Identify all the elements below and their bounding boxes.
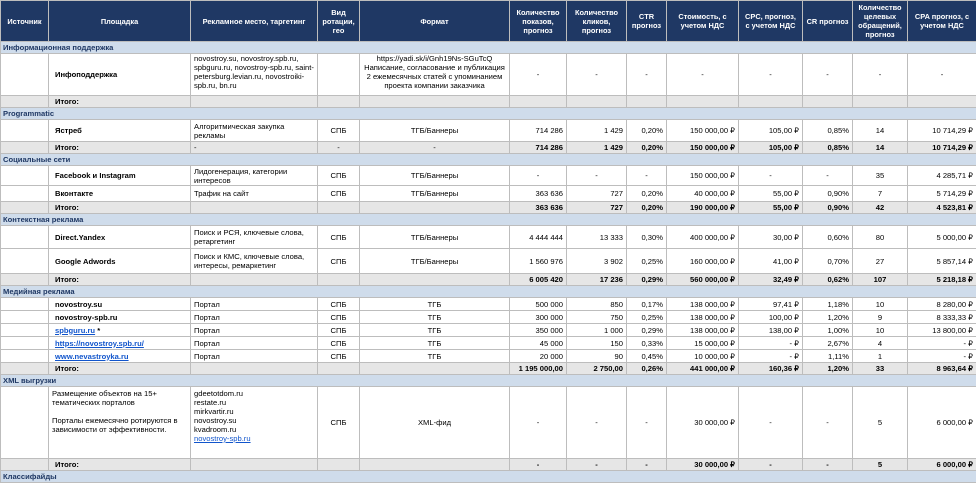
cr-cell[interactable]: 0,62% [803, 274, 853, 286]
section-title[interactable]: Медийная реклама [1, 286, 976, 298]
clicks-cell[interactable]: 1 000 [567, 324, 627, 337]
cpc-cell[interactable]: - [739, 459, 803, 471]
leads-cell[interactable]: 107 [853, 274, 908, 286]
format-cell[interactable]: ТГБ/Баннеры [360, 226, 510, 249]
cr-cell[interactable]: 1,20% [803, 363, 853, 375]
table-row [1, 249, 976, 274]
cell[interactable] [1, 274, 49, 286]
total-row [1, 96, 976, 108]
format-cell[interactable]: ТГБ [360, 311, 510, 324]
platform-link[interactable]: spbguru.ru [55, 326, 95, 335]
cost-cell[interactable]: 190 000,00 ₽ [667, 202, 739, 214]
cell[interactable] [360, 363, 510, 375]
leads-cell[interactable]: 80 [853, 226, 908, 249]
leads-cell[interactable]: 10 [853, 324, 908, 337]
ctr-cell[interactable]: 0,25% [627, 249, 667, 274]
platform-cell[interactable]: Вконтакте [49, 186, 191, 202]
shows-cell[interactable]: 350 000 [510, 324, 567, 337]
leads-cell[interactable]: 5 [853, 387, 908, 459]
placement-text: novostroy.su, novostroy.spb.ru, spbguru.ru, novostroy-spb.ru, saint-petersburg.levian.ru, novostroiki-spb.ru, bn.ru [194, 54, 314, 94]
leads-cell[interactable]: 4 [853, 337, 908, 350]
table-row [1, 166, 976, 186]
platform-link[interactable]: https://novostroy.spb.ru/ [55, 339, 144, 348]
clicks-cell[interactable]: 727 [567, 202, 627, 214]
shows-cell[interactable]: 4 444 444 [510, 226, 567, 249]
cell[interactable] [1, 202, 49, 214]
header-row [1, 1, 976, 42]
leads-cell[interactable]: 1 [853, 350, 908, 363]
placement-cell[interactable]: Портал [191, 350, 318, 363]
leads-cell[interactable]: 10 [853, 298, 908, 311]
cell[interactable] [318, 54, 360, 96]
site-item: novostroy.su [194, 416, 314, 425]
format-cell[interactable]: XML-фид [360, 387, 510, 459]
placement-text: Лидогенерация, категории интересов [194, 167, 314, 185]
cell[interactable] [1, 311, 49, 324]
ctr-cell[interactable]: 0,20% [627, 120, 667, 142]
platform-cell[interactable]: Google Adwords [49, 249, 191, 274]
cell[interactable] [1, 350, 49, 363]
cr-cell[interactable]: 0,90% [803, 186, 853, 202]
table-row [1, 120, 976, 142]
header-cell[interactable]: CTR прогноз [627, 1, 667, 42]
placement-cell[interactable]: Портал [191, 298, 318, 311]
ctr-cell[interactable]: 0,29% [627, 274, 667, 286]
cr-cell[interactable]: 1,20% [803, 311, 853, 324]
leads-cell[interactable]: 33 [853, 363, 908, 375]
cell[interactable] [1, 459, 49, 471]
cpa-cell[interactable]: 4 285,71 ₽ [908, 166, 976, 186]
cpc-cell[interactable]: 55,00 ₽ [739, 186, 803, 202]
format-cell[interactable]: ТГБ [360, 324, 510, 337]
sites-cell[interactable] [191, 387, 318, 459]
cr-cell[interactable]: 1,18% [803, 298, 853, 311]
cell[interactable] [1, 363, 49, 375]
placement-cell[interactable]: Трафик на сайт [191, 186, 318, 202]
shows-cell[interactable]: 714 286 [510, 142, 567, 154]
cpa-cell[interactable]: 5 714,29 ₽ [908, 186, 976, 202]
cell[interactable] [1, 249, 49, 274]
cpc-cell[interactable]: 105,00 ₽ [739, 120, 803, 142]
total-row [1, 202, 976, 214]
placement-cell[interactable] [191, 166, 318, 186]
cpa-cell[interactable]: - [908, 54, 976, 96]
geo-cell[interactable]: СПБ [318, 311, 360, 324]
geo-cell[interactable]: СПБ [318, 298, 360, 311]
shows-cell[interactable]: - [510, 459, 567, 471]
shows-cell[interactable]: 363 636 [510, 186, 567, 202]
cost-cell[interactable]: 150 000,00 ₽ [667, 142, 739, 154]
cell[interactable] [667, 96, 739, 108]
clicks-cell[interactable]: 750 [567, 311, 627, 324]
cell[interactable] [318, 274, 360, 286]
cpc-cell[interactable]: 55,00 ₽ [739, 202, 803, 214]
format-cell[interactable]: ТГБ [360, 337, 510, 350]
cost-cell[interactable]: 400 000,00 ₽ [667, 226, 739, 249]
clicks-cell[interactable]: 3 902 [567, 249, 627, 274]
cpa-cell[interactable]: 6 000,00 ₽ [908, 387, 976, 459]
cpa-cell[interactable]: 4 523,81 ₽ [908, 202, 976, 214]
cpc-cell[interactable]: 32,49 ₽ [739, 274, 803, 286]
cpc-cell[interactable]: 160,36 ₽ [739, 363, 803, 375]
cpa-cell[interactable]: 6 000,00 ₽ [908, 459, 976, 471]
cost-cell[interactable]: 10 000,00 ₽ [667, 350, 739, 363]
shows-cell[interactable]: - [510, 166, 567, 186]
clicks-cell[interactable]: 13 333 [567, 226, 627, 249]
platform-cell[interactable]: Direct.Yandex [49, 226, 191, 249]
section-title[interactable]: Социальные сети [1, 154, 976, 166]
cell[interactable] [1, 387, 49, 459]
section-title[interactable]: Информационная поддержка [1, 42, 976, 54]
placement-cell[interactable]: Портал [191, 311, 318, 324]
geo-cell[interactable]: СПБ [318, 166, 360, 186]
cell[interactable] [567, 96, 627, 108]
leads-cell[interactable]: 27 [853, 249, 908, 274]
ctr-cell[interactable]: 0,29% [627, 324, 667, 337]
section-title[interactable]: Programmatic [1, 108, 976, 120]
cell[interactable] [1, 337, 49, 350]
shows-cell[interactable]: 500 000 [510, 298, 567, 311]
cell[interactable] [739, 96, 803, 108]
cell[interactable] [1, 54, 49, 96]
placement-cell[interactable]: Портал [191, 337, 318, 350]
ctr-cell[interactable]: 0,25% [627, 311, 667, 324]
platform-link[interactable]: www.nevastroyka.ru [55, 352, 129, 361]
platform-suffix: * [95, 326, 100, 335]
ctr-cell[interactable]: - [627, 166, 667, 186]
placement-cell[interactable]: Портал [191, 324, 318, 337]
ctr-cell[interactable]: 0,30% [627, 226, 667, 249]
section-row-context [1, 214, 976, 226]
cell[interactable] [1, 96, 49, 108]
cr-cell[interactable]: 0,90% [803, 202, 853, 214]
table-row [1, 311, 976, 324]
description-line: Размещение объектов на 15+ тематических порталов [52, 389, 187, 407]
ctr-cell[interactable]: 0,26% [627, 363, 667, 375]
cost-cell[interactable]: 150 000,00 ₽ [667, 166, 739, 186]
cpa-cell[interactable]: 8 280,00 ₽ [908, 298, 976, 311]
cpc-cell[interactable]: 100,00 ₽ [739, 311, 803, 324]
geo-cell[interactable]: СПБ [318, 249, 360, 274]
section-row-xml [1, 375, 976, 387]
cell[interactable] [318, 363, 360, 375]
cr-cell[interactable]: 1,00% [803, 324, 853, 337]
total-label[interactable]: Итого: [49, 459, 191, 471]
leads-cell[interactable]: 14 [853, 142, 908, 154]
cell[interactable] [1, 324, 49, 337]
ctr-cell[interactable]: - [627, 387, 667, 459]
cost-cell[interactable]: 138 000,00 ₽ [667, 298, 739, 311]
total-row [1, 274, 976, 286]
cell[interactable] [191, 274, 318, 286]
cell[interactable] [191, 96, 318, 108]
cost-cell[interactable]: 160 000,00 ₽ [667, 249, 739, 274]
table-row [1, 324, 976, 337]
platform-cell[interactable] [49, 324, 191, 337]
platform-cell[interactable]: Ястреб [49, 120, 191, 142]
cost-cell[interactable]: 150 000,00 ₽ [667, 120, 739, 142]
leads-cell[interactable]: 7 [853, 186, 908, 202]
ctr-cell[interactable]: 0,17% [627, 298, 667, 311]
cell[interactable] [191, 363, 318, 375]
cpa-cell[interactable]: 10 714,29 ₽ [908, 142, 976, 154]
cost-cell[interactable]: 441 000,00 ₽ [667, 363, 739, 375]
shows-cell[interactable]: 1 195 000,00 [510, 363, 567, 375]
geo-cell[interactable]: СПБ [318, 120, 360, 142]
cell[interactable] [360, 202, 510, 214]
shows-cell[interactable]: 1 560 976 [510, 249, 567, 274]
section-title[interactable]: Классифайды [1, 471, 976, 483]
shows-cell[interactable]: 20 000 [510, 350, 567, 363]
cr-cell[interactable]: 0,85% [803, 142, 853, 154]
table-row [1, 226, 976, 249]
cell[interactable] [191, 459, 318, 471]
platform-cell[interactable]: novostroy.su [49, 298, 191, 311]
cr-cell[interactable]: 0,70% [803, 249, 853, 274]
geo-cell[interactable]: СПБ [318, 324, 360, 337]
ctr-cell[interactable]: - [627, 54, 667, 96]
cr-cell[interactable]: 2,67% [803, 337, 853, 350]
section-row-social [1, 154, 976, 166]
cost-cell[interactable]: 15 000,00 ₽ [667, 337, 739, 350]
header-cell[interactable]: Площадка [49, 1, 191, 42]
geo-cell[interactable]: СПБ [318, 186, 360, 202]
cpa-cell[interactable]: 5 000,00 ₽ [908, 226, 976, 249]
header-cell[interactable]: Количество показов, прогноз [510, 1, 567, 42]
cell[interactable] [360, 274, 510, 286]
header-cell[interactable]: Формат [360, 1, 510, 42]
cell[interactable] [1, 120, 49, 142]
table-row [1, 350, 976, 363]
clicks-cell[interactable]: 150 [567, 337, 627, 350]
clicks-cell[interactable]: 17 236 [567, 274, 627, 286]
shows-cell[interactable]: 45 000 [510, 337, 567, 350]
cr-cell[interactable]: 0,60% [803, 226, 853, 249]
description-cell[interactable] [49, 387, 191, 459]
leads-cell[interactable]: 42 [853, 202, 908, 214]
clicks-cell[interactable]: - [567, 54, 627, 96]
cost-cell[interactable]: 560 000,00 ₽ [667, 274, 739, 286]
cpc-cell[interactable]: - [739, 387, 803, 459]
geo-cell[interactable]: СПБ [318, 350, 360, 363]
ctr-cell[interactable]: - [627, 459, 667, 471]
platform-cell[interactable] [49, 337, 191, 350]
cost-cell[interactable]: 138 000,00 ₽ [667, 324, 739, 337]
clicks-cell[interactable]: 1 429 [567, 142, 627, 154]
site-item: kvadroom.ru [194, 425, 314, 434]
cr-cell[interactable]: - [803, 54, 853, 96]
geo-cell[interactable]: СПБ [318, 226, 360, 249]
format-cell[interactable]: ТГБ [360, 350, 510, 363]
cell[interactable] [803, 96, 853, 108]
cell[interactable] [1, 298, 49, 311]
site-item: mirkvartir.ru [194, 407, 314, 416]
leads-cell[interactable]: 5 [853, 459, 908, 471]
cpc-cell[interactable]: - [739, 54, 803, 96]
header-cell[interactable]: Вид ротации, гео [318, 1, 360, 42]
header-cell[interactable]: Рекламное место, таргетинг [191, 1, 318, 42]
placement-cell[interactable]: - [191, 142, 318, 154]
description-line: Порталы ежемесячно ротируются в зависимости от эффективности. [52, 416, 187, 434]
cell[interactable] [360, 96, 510, 108]
clicks-cell[interactable]: - [567, 387, 627, 459]
section-row-programmatic [1, 108, 976, 120]
placement-cell[interactable] [191, 54, 318, 96]
platform-cell[interactable]: Facebook и Instagram [49, 166, 191, 186]
clicks-cell[interactable]: - [567, 459, 627, 471]
total-row [1, 142, 976, 154]
cell[interactable] [627, 96, 667, 108]
cost-cell[interactable]: 30 000,00 ₽ [667, 387, 739, 459]
cpc-cell[interactable]: 30,00 ₽ [739, 226, 803, 249]
total-row [1, 459, 976, 471]
geo-cell[interactable]: - [318, 142, 360, 154]
header-cell[interactable]: Количество целевых обращений, прогноз [853, 1, 908, 42]
ctr-cell[interactable]: 0,45% [627, 350, 667, 363]
format-text: https://yadi.sk/i/Gnh19Ns-SGuTcQ Написание, согласование и публикация 2 ежемесячных статей с упоминанием проекта компании заказчика [363, 54, 506, 94]
table-row [1, 337, 976, 350]
cell[interactable] [191, 202, 318, 214]
format-cell[interactable]: ТГБ [360, 298, 510, 311]
cpc-cell[interactable]: 105,00 ₽ [739, 142, 803, 154]
cell[interactable] [1, 186, 49, 202]
cpa-cell[interactable]: - ₽ [908, 350, 976, 363]
section-row-info [1, 42, 976, 54]
total-label[interactable]: Итого: [49, 202, 191, 214]
platform-cell[interactable]: Инфоподдержка [49, 54, 191, 96]
cell[interactable] [853, 96, 908, 108]
clicks-cell[interactable]: 1 429 [567, 120, 627, 142]
total-label[interactable]: Итого: [49, 274, 191, 286]
format-cell[interactable]: ТГБ/Баннеры [360, 166, 510, 186]
total-label[interactable]: Итого: [49, 142, 191, 154]
cost-cell[interactable]: 40 000,00 ₽ [667, 186, 739, 202]
format-cell[interactable]: - [360, 142, 510, 154]
cr-cell[interactable]: - [803, 166, 853, 186]
format-cell[interactable]: ТГБ/Баннеры [360, 249, 510, 274]
total-label[interactable]: Итого: [49, 96, 191, 108]
header-cell[interactable]: Источник [1, 1, 49, 42]
cell[interactable] [318, 96, 360, 108]
cell[interactable] [318, 459, 360, 471]
cr-cell[interactable]: 0,85% [803, 120, 853, 142]
clicks-cell[interactable]: - [567, 166, 627, 186]
section-row-classifieds [1, 471, 976, 483]
leads-cell[interactable]: - [853, 54, 908, 96]
ctr-cell[interactable]: 0,33% [627, 337, 667, 350]
cell[interactable] [1, 142, 49, 154]
cpc-cell[interactable]: 138,00 ₽ [739, 324, 803, 337]
clicks-cell[interactable]: 2 750,00 [567, 363, 627, 375]
cpc-cell[interactable]: 97,41 ₽ [739, 298, 803, 311]
cpc-cell[interactable]: - ₽ [739, 337, 803, 350]
header-cell[interactable]: CR прогноз [803, 1, 853, 42]
ctr-cell[interactable]: 0,20% [627, 186, 667, 202]
platform-cell[interactable]: novostroy-spb.ru [49, 311, 191, 324]
platform-cell[interactable] [49, 350, 191, 363]
placement-cell[interactable]: Алгоритмическая закупка рекламы [191, 120, 318, 142]
shows-cell[interactable]: 6 005 420 [510, 274, 567, 286]
cell[interactable] [908, 96, 976, 108]
cell[interactable] [360, 459, 510, 471]
cost-cell[interactable]: - [667, 54, 739, 96]
section-title[interactable]: XML выгрузки [1, 375, 976, 387]
leads-cell[interactable]: 35 [853, 166, 908, 186]
site-item: gdeetotdom.ru [194, 389, 314, 398]
placement-cell[interactable]: Поиск и КМС, ключевые слова, интересы, ремаркетинг [191, 249, 318, 274]
ctr-cell[interactable]: 0,20% [627, 142, 667, 154]
cpa-cell[interactable]: 8 963,64 ₽ [908, 363, 976, 375]
shows-cell[interactable]: 363 636 [510, 202, 567, 214]
table-row [1, 387, 976, 459]
cpa-cell[interactable]: 5 218,18 ₽ [908, 274, 976, 286]
header-cell[interactable]: CPC, прогноз, с учетом НДС [739, 1, 803, 42]
cpa-cell[interactable]: 5 857,14 ₽ [908, 249, 976, 274]
leads-cell[interactable]: 9 [853, 311, 908, 324]
header-cell[interactable]: Количество кликов, прогноз [567, 1, 627, 42]
ctr-cell[interactable]: 0,20% [627, 202, 667, 214]
cost-cell[interactable]: 30 000,00 ₽ [667, 459, 739, 471]
total-row [1, 363, 976, 375]
shows-cell[interactable]: - [510, 54, 567, 96]
format-cell[interactable]: ТГБ/Баннеры [360, 186, 510, 202]
cpc-cell[interactable]: - [739, 166, 803, 186]
format-cell[interactable]: ТГБ/Баннеры [360, 120, 510, 142]
cell[interactable] [1, 166, 49, 186]
clicks-cell[interactable]: 850 [567, 298, 627, 311]
cpc-cell[interactable]: 41,00 ₽ [739, 249, 803, 274]
site-link[interactable]: novostroy-spb.ru [194, 434, 251, 443]
table-row [1, 298, 976, 311]
clicks-cell[interactable]: 727 [567, 186, 627, 202]
cell[interactable] [1, 226, 49, 249]
cpa-cell[interactable]: - ₽ [908, 337, 976, 350]
clicks-cell[interactable]: 90 [567, 350, 627, 363]
header-cell[interactable]: Стоимость, с учетом НДС [667, 1, 739, 42]
total-label[interactable]: Итого: [49, 363, 191, 375]
header-cell[interactable]: CPA прогноз, с учетом НДС [908, 1, 976, 42]
cr-cell[interactable]: 1,11% [803, 350, 853, 363]
cpa-cell[interactable]: 13 800,00 ₽ [908, 324, 976, 337]
shows-cell[interactable]: - [510, 387, 567, 459]
cr-cell[interactable]: - [803, 387, 853, 459]
cost-cell[interactable]: 138 000,00 ₽ [667, 311, 739, 324]
placement-cell[interactable]: Поиск и РСЯ, ключевые слова, ретаргетинг [191, 226, 318, 249]
cpc-cell[interactable]: - ₽ [739, 350, 803, 363]
shows-cell[interactable]: 300 000 [510, 311, 567, 324]
cpa-cell[interactable]: 8 333,33 ₽ [908, 311, 976, 324]
cr-cell[interactable]: - [803, 459, 853, 471]
cell[interactable] [510, 96, 567, 108]
site-item: restate.ru [194, 398, 314, 407]
section-row-media [1, 286, 976, 298]
shows-cell[interactable]: 714 286 [510, 120, 567, 142]
table-row [1, 54, 976, 96]
cpa-cell[interactable]: 10 714,29 ₽ [908, 120, 976, 142]
table-row [1, 186, 976, 202]
geo-cell[interactable]: СПБ [318, 337, 360, 350]
section-title[interactable]: Контекстная реклама [1, 214, 976, 226]
format-cell[interactable] [360, 54, 510, 96]
geo-cell[interactable]: СПБ [318, 387, 360, 459]
cell[interactable] [318, 202, 360, 214]
leads-cell[interactable]: 14 [853, 120, 908, 142]
